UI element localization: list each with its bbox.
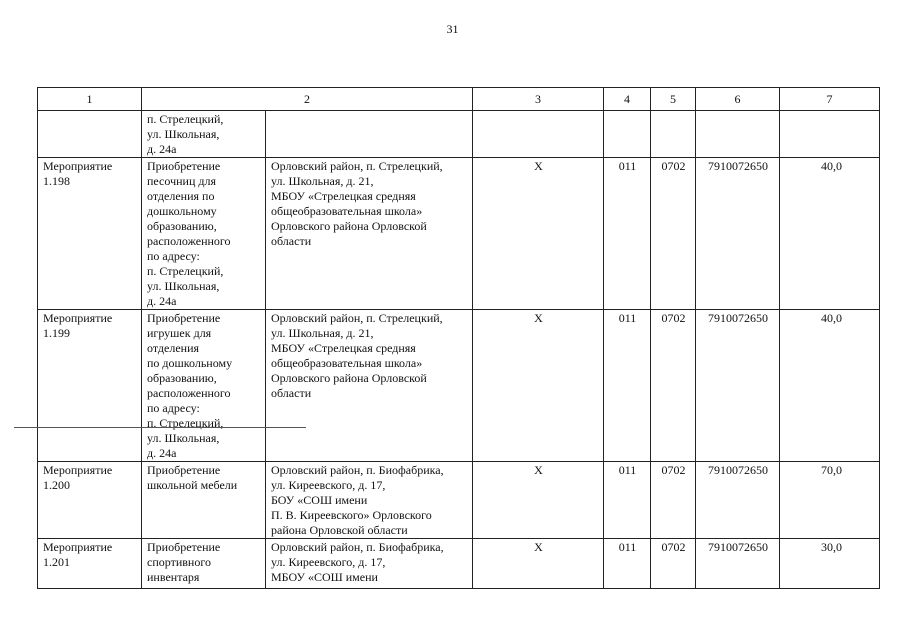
empty-cell [266,111,473,158]
col6-cell: 7910072650 [696,462,780,539]
table-row [38,462,880,539]
event-cell: Мероприятие 1.201 [38,539,142,589]
column-header: 1 [38,88,142,111]
col4-cell: 011 [604,158,651,310]
location-cell: Орловский район, п. Биофабрика, ул. Киреевского, д. 17, МБОУ «СОШ имени [266,539,473,589]
col7-cell: 40,0 [780,310,880,462]
col4-cell: 011 [604,539,651,589]
location-cell: Орловский район, п. Стрелецкий, ул. Школьная, д. 21, МБОУ «Стрелецкая средняя общеобразовательная школа» Орловского района Орловской области [266,158,473,310]
column-number-row [38,88,880,111]
event-cell: Мероприятие 1.199 [38,310,142,462]
empty-cell [696,111,780,158]
col3-cell: X [473,539,604,589]
name-cell: Приобретение игрушек для отделения по дошкольному образованию, расположенного по адресу: п. Стрелецкий, ул. Школьная, д. 24а [142,310,266,462]
col5-cell: 0702 [651,539,696,589]
col3-cell: X [473,310,604,462]
page-number: 31 [446,22,459,36]
budget-table [37,87,880,589]
budget-table-container [37,87,879,584]
table-row [38,158,880,310]
empty-cell [38,111,142,158]
column-header: 5 [651,88,696,111]
col5-cell: 0702 [651,158,696,310]
scan-artifact-line [14,427,306,428]
continued-address: п. Стрелецкий, ул. Школьная, д. 24а [142,111,266,158]
column-header: 6 [696,88,780,111]
col6-cell: 7910072650 [696,310,780,462]
col6-cell: 7910072650 [696,158,780,310]
col4-cell: 011 [604,310,651,462]
event-cell: Мероприятие 1.198 [38,158,142,310]
col4-cell: 011 [604,462,651,539]
name-cell: Приобретение песочниц для отделения по дошкольному образованию, расположенного по адресу: п. Стрелецкий, ул. Школьная, д. 24а [142,158,266,310]
empty-cell [651,111,696,158]
col7-cell: 40,0 [780,158,880,310]
column-header: 3 [473,88,604,111]
col7-cell: 70,0 [780,462,880,539]
col5-cell: 0702 [651,310,696,462]
col3-cell: X [473,462,604,539]
column-header: 7 [780,88,880,111]
empty-cell [780,111,880,158]
col7-cell: 30,0 [780,539,880,589]
location-cell: Орловский район, п. Биофабрика, ул. Киреевского, д. 17, БОУ «СОШ имени П. В. Киреевского» Орловского района Орловской области [266,462,473,539]
table-row [38,310,880,462]
col3-cell: X [473,158,604,310]
continued-row [38,111,880,158]
col5-cell: 0702 [651,462,696,539]
column-header: 4 [604,88,651,111]
empty-cell [604,111,651,158]
table-row [38,539,880,589]
col6-cell: 7910072650 [696,539,780,589]
name-cell: Приобретение школьной мебели [142,462,266,539]
event-cell: Мероприятие 1.200 [38,462,142,539]
column-header: 2 [142,88,473,111]
name-cell: Приобретение спортивного инвентаря [142,539,266,589]
empty-cell [473,111,604,158]
location-cell: Орловский район, п. Стрелецкий, ул. Школьная, д. 21, МБОУ «Стрелецкая средняя общеобразовательная школа» Орловского района Орловской области [266,310,473,462]
